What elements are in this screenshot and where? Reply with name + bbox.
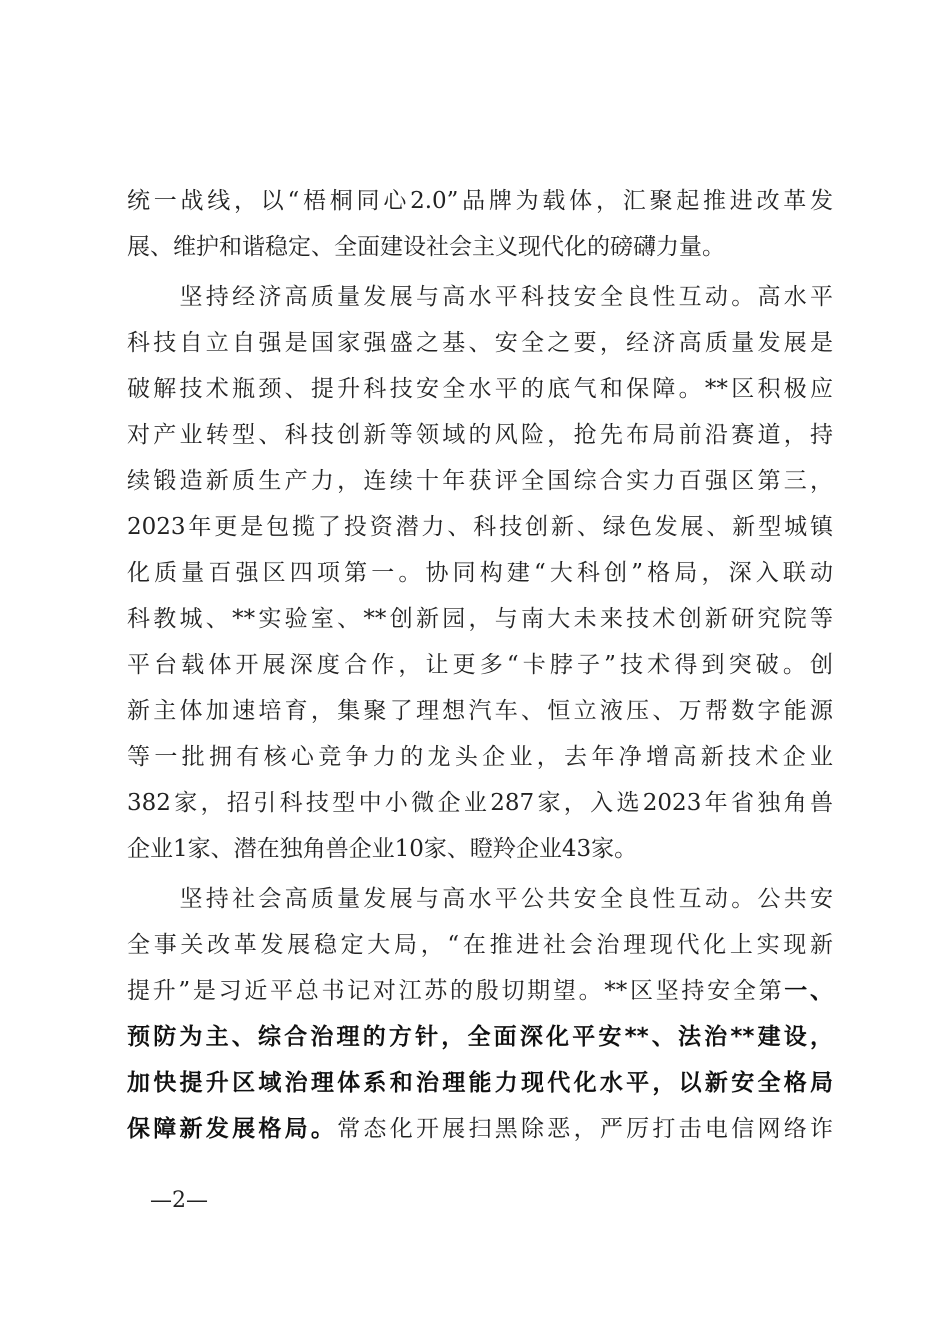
text-line: 续锻造新质生产力，连续十年获评全国综合实力百强区第三， xyxy=(127,468,833,494)
text-line: 科教城、**实验室、**创新园，与南大未来技术创新研究院等 xyxy=(127,606,833,632)
page-number: —2— xyxy=(150,1188,208,1213)
text-line: 382家，招引科技型中小微企业287家，入选2023年省独角兽 xyxy=(127,790,833,816)
text-line: 科技自立自强是国家强盛之基、安全之要，经济高质量发展是 xyxy=(127,330,833,356)
text-line: 化质量百强区四项第一。协同构建“大科创”格局，深入联动 xyxy=(127,560,833,586)
text-line: 统一战线，以“梧桐同心2.0”品牌为载体，汇聚起推进改革发 xyxy=(127,188,833,214)
text-line-plain: 提升”是习近平总书记对江苏的殷切期望。**区坚持安全第 xyxy=(127,978,785,1004)
body-text xyxy=(127,178,833,1152)
bold-line: 预防为主、综合治理的方针，全面深化平安**、法治**建设， xyxy=(127,1024,833,1050)
text-line: 企业1家、潜在独角兽企业10家、瞪羚企业43家。 xyxy=(127,836,638,862)
text-line: 展、维护和谐稳定、全面建设社会主义现代化的磅礴力量。 xyxy=(127,234,725,260)
bold-text: 一、 xyxy=(784,978,833,1004)
paragraph-start: 坚持社会高质量发展与高水平公共安全良性互动。公共安 xyxy=(127,886,833,912)
text-line: 2023年更是包揽了投资潜力、科技创新、绿色发展、新型城镇 xyxy=(127,514,833,540)
text-line: 平台载体开展深度合作，让更多“卡脖子”技术得到突破。创 xyxy=(127,652,833,678)
text-line: 等一批拥有核心竞争力的龙头企业，去年净增高新技术企业 xyxy=(127,744,833,770)
text-line-plain: 常态化开展扫黑除恶，严厉打击电信网络诈 xyxy=(337,1116,834,1142)
text-line xyxy=(127,1106,833,1152)
text-line: 全事关改革发展稳定大局，“在推进社会治理现代化上实现新 xyxy=(127,932,833,958)
text-line: 破解技术瓶颈、提升科技安全水平的底气和保障。**区积极应 xyxy=(127,376,833,402)
text-line: 新主体加速培育，集聚了理想汽车、恒立液压、万帮数字能源 xyxy=(127,698,833,724)
bold-line: 加快提升区域治理体系和治理能力现代化水平，以新安全格局 xyxy=(127,1070,833,1096)
text-line: 对产业转型、科技创新等领域的风险，抢先布局前沿赛道，持 xyxy=(127,422,833,448)
bold-text: 保障新发展格局。 xyxy=(127,1116,338,1142)
paragraph-start: 坚持经济高质量发展与高水平科技安全良性互动。高水平 xyxy=(127,284,833,310)
text-line xyxy=(127,968,833,1014)
